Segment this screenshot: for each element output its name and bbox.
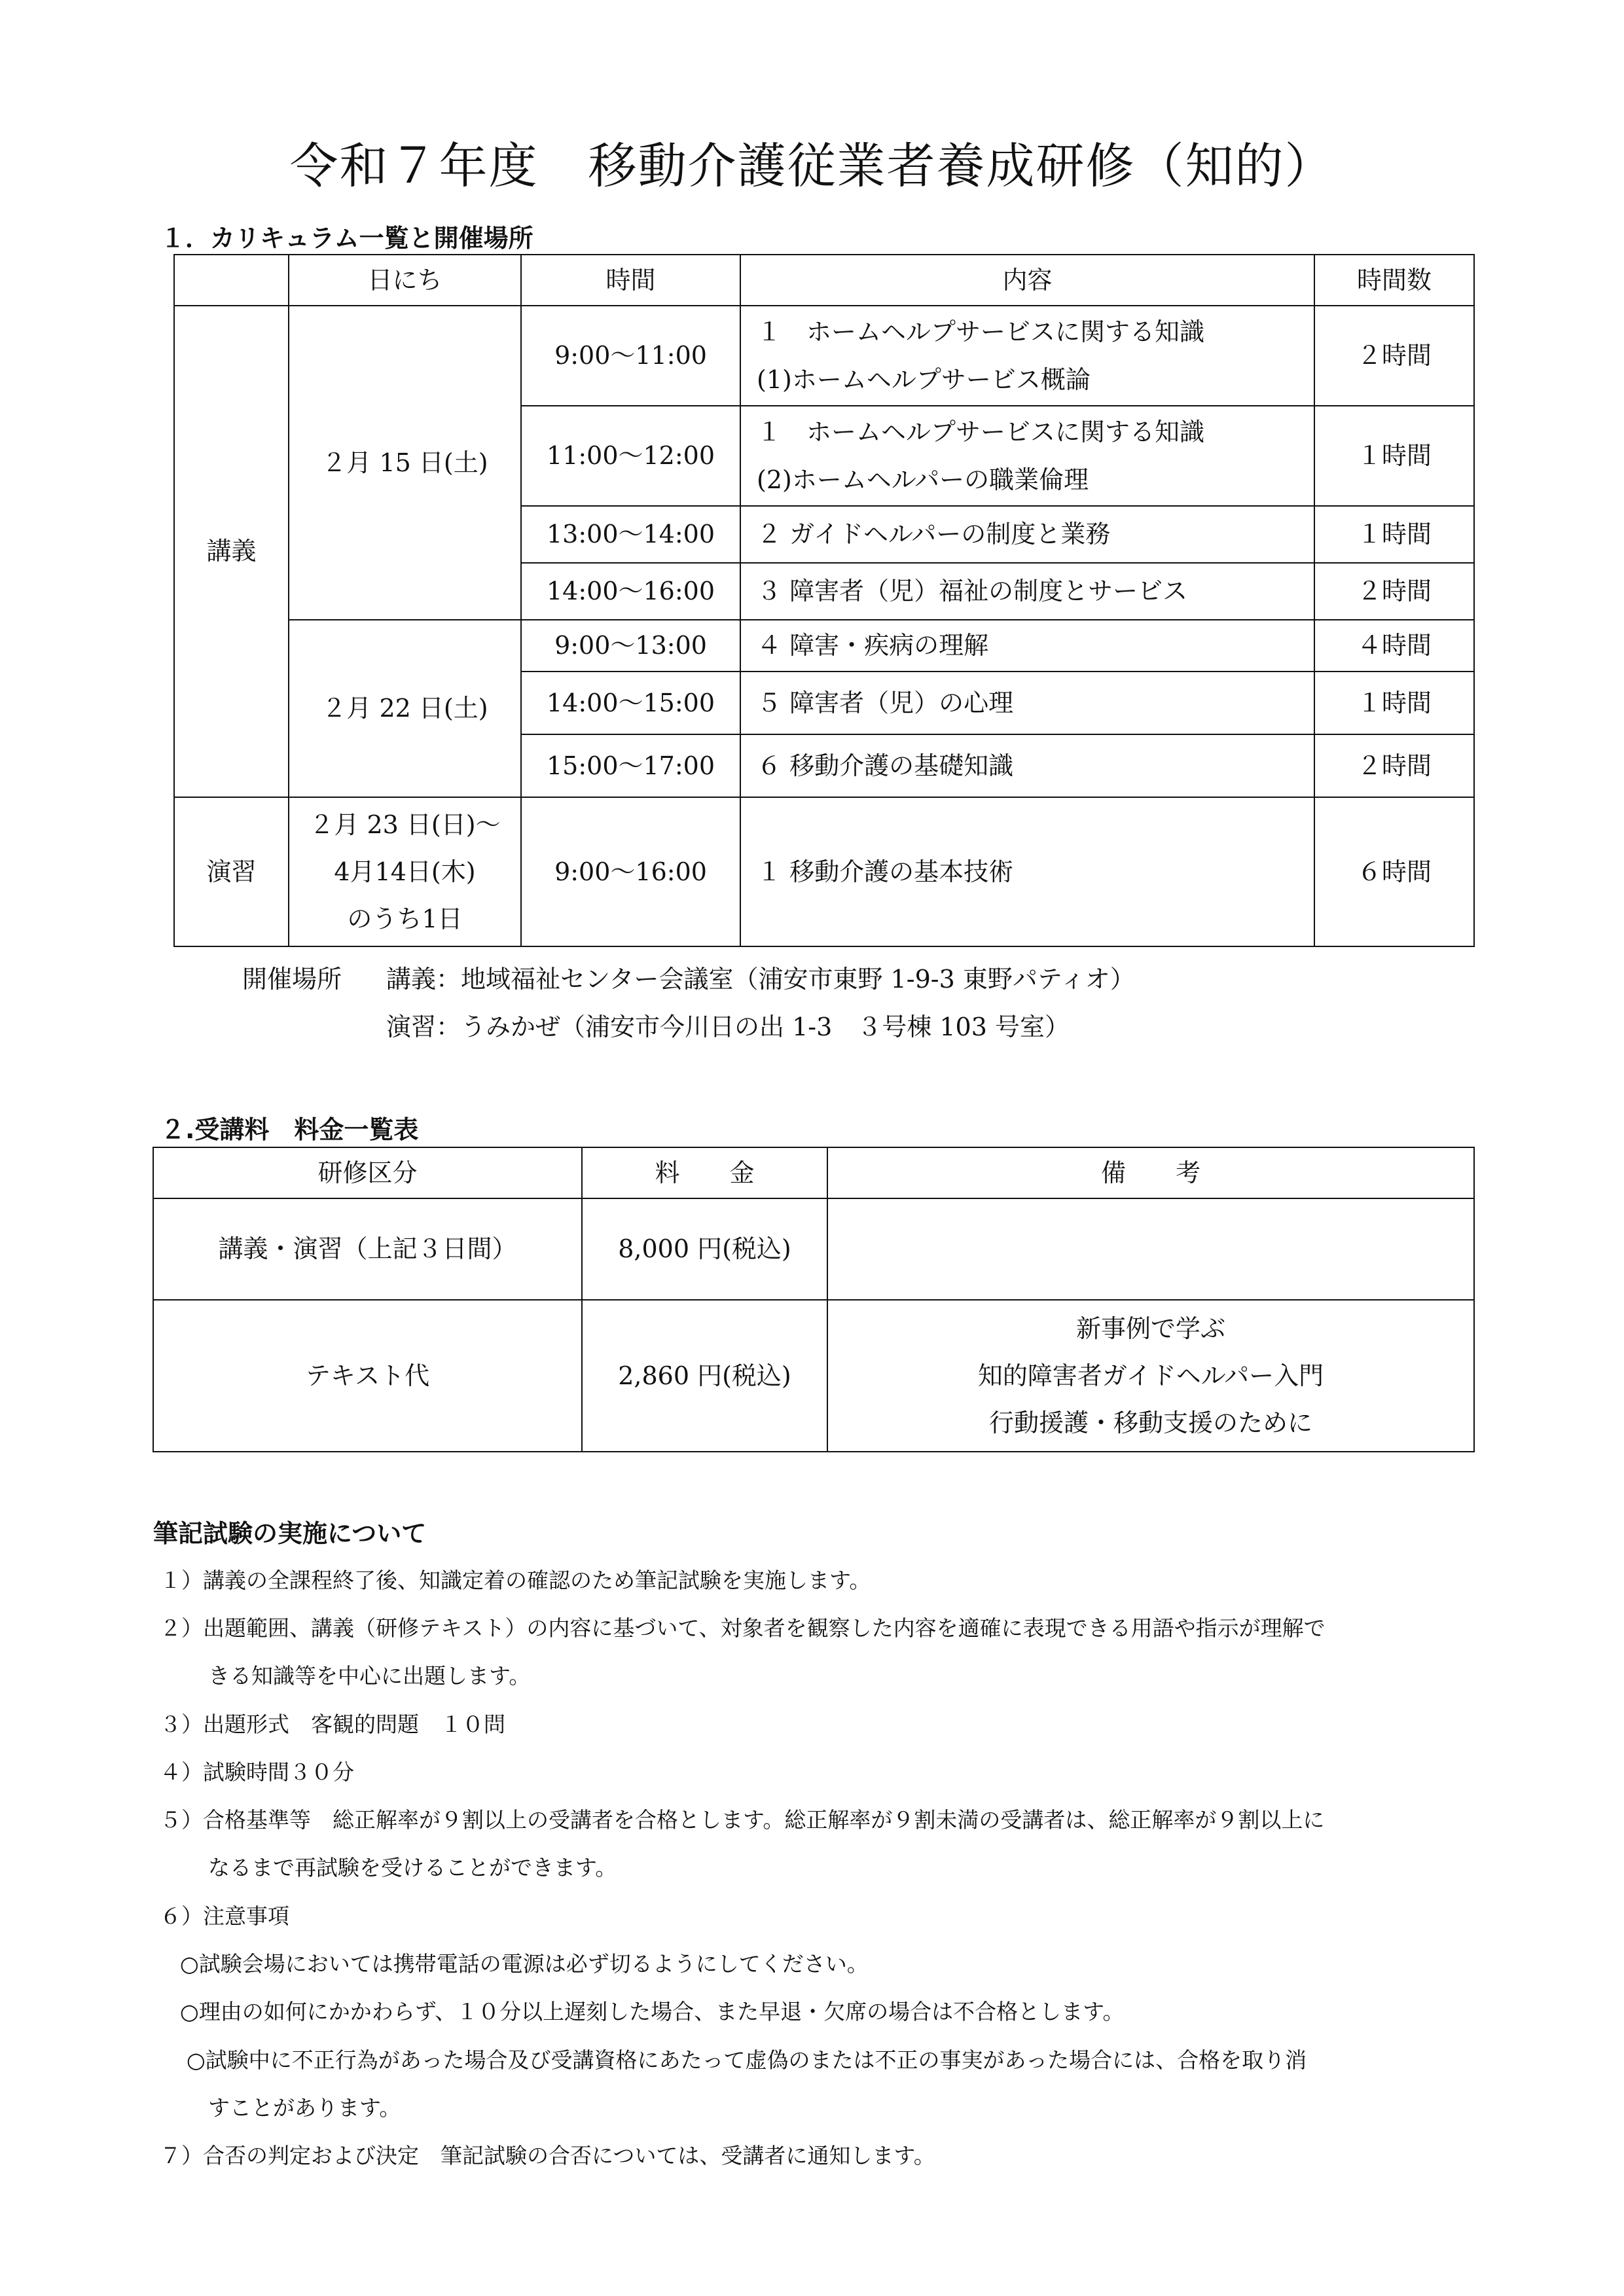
practice-date-line1: ２月 23 日(日)〜 — [309, 810, 501, 839]
venue-label: 開催場所 — [242, 965, 342, 994]
exam-note: ○試験会場においては携帯電話の電源は必ず切るようにしてください。 — [180, 1951, 869, 1977]
row-content-line1: １ ホームヘルプサービスに関する知識 — [757, 418, 1205, 447]
exam-note: ○理由の如何にかかわらず、１０分以上遅刻した場合、また早退・欠席の場合は不合格とします。 — [180, 1999, 1125, 2024]
fee-header-note: 備 考 — [827, 1147, 1474, 1198]
row-content: ５ 障害者（児）の心理 — [740, 672, 1314, 734]
lecture-label: 講義 — [174, 306, 289, 797]
practice-label: 演習 — [174, 797, 289, 946]
row-content-line1: １ ホームヘルプサービスに関する知識 — [757, 317, 1205, 347]
fee-note-line2: 知的障害者ガイドヘルパー入門 — [977, 1361, 1324, 1390]
exam-note: ○試験中に不正行為があった場合及び受講資格にあたって虚偽のまたは不正の事実があった場合には、合格を取り消 — [187, 2047, 1307, 2073]
practice-date-line2: 4月14日(木) — [334, 857, 476, 886]
fee-note-line3: 行動援護・移動支援のために — [988, 1408, 1312, 1438]
fee-header-item: 研修区分 — [153, 1147, 582, 1198]
fee-header-row — [153, 1147, 1474, 1198]
row-content-line2: (1)ホームヘルプサービス概論 — [757, 365, 1091, 394]
row-content — [740, 306, 1314, 406]
row-time: 13:00〜14:00 — [521, 506, 740, 563]
row-content: ２ ガイドヘルパーの制度と業務 — [740, 506, 1314, 563]
venue-lecture: 講義：地域福祉センター会議室（浦安市東野 1-9-3 東野パティオ） — [386, 965, 1135, 994]
lecture-day2: ２月 22 日(土) — [289, 620, 521, 797]
exam-item: ５）合格基準等 総正解率が９割以上の受講者を合格とします。総正解率が９割未満の受講者は、総正解率が９割以上に — [160, 1807, 1325, 1833]
exam-item: １）講義の全課程終了後、知識定着の確認のため筆記試験を実施します。 — [160, 1568, 871, 1593]
fee-header-price: 料 金 — [582, 1147, 827, 1198]
lecture-day1: ２月 15 日(土) — [289, 306, 521, 620]
row-content: ４ 障害・疾病の理解 — [740, 620, 1314, 672]
header-blank — [174, 255, 289, 306]
row-hours: １時間 — [1314, 506, 1474, 563]
table-row — [153, 1198, 1474, 1300]
exam-item-cont: すことがあります。 — [208, 2095, 401, 2121]
section1-heading: １．カリキュラム一覧と開催場所 — [160, 224, 533, 253]
header-time: 時間 — [521, 255, 740, 306]
row-hours: ２時間 — [1314, 563, 1474, 620]
row-content — [740, 406, 1314, 506]
practice-row — [174, 797, 1474, 946]
row-time: 14:00〜16:00 — [521, 563, 740, 620]
fee-table — [153, 1147, 1475, 1452]
row-hours: ２時間 — [1314, 306, 1474, 406]
curriculum-table — [173, 254, 1475, 947]
exam-item: ２）出題範囲、講義（研修テキスト）の内容に基づいて、対象者を観察した内容を適確に表現できる用語や指示が理解で — [160, 1615, 1326, 1641]
exam-item: ４）試験時間３０分 — [160, 1759, 354, 1785]
fee-item: 講義・演習（上記３日間） — [153, 1198, 582, 1300]
venue-practice: 演習：うみかぜ（浦安市今川日の出 1-3 ３号棟 103 号室） — [386, 1013, 1070, 1041]
fee-price: 8,000 円(税込) — [582, 1198, 827, 1300]
section2-heading: ２.受講料 料金一覧表 — [160, 1115, 419, 1144]
fee-item: テキスト代 — [153, 1300, 582, 1452]
exam-item: ６）注意事項 — [160, 1903, 289, 1929]
exam-item-cont: きる知識等を中心に出題します。 — [208, 1663, 531, 1689]
row-hours: ２時間 — [1314, 734, 1474, 797]
exam-item: ３）出題形式 客観的問題 １０問 — [160, 1712, 505, 1737]
fee-note-line1: 新事例で学ぶ — [1075, 1314, 1225, 1343]
page-title: 令和７年度 移動介護従業者養成研修（知的） — [289, 138, 1335, 194]
exam-item-cont: なるまで再試験を受けることができます。 — [208, 1855, 617, 1880]
header-hours: 時間数 — [1314, 255, 1474, 306]
table-row — [174, 306, 1474, 406]
table-row — [153, 1300, 1474, 1452]
practice-time: 9:00〜16:00 — [521, 797, 740, 946]
practice-content: １ 移動介護の基本技術 — [740, 797, 1314, 946]
fee-price: 2,860 円(税込) — [582, 1300, 827, 1452]
row-time: 9:00〜11:00 — [521, 306, 740, 406]
row-time: 9:00〜13:00 — [521, 620, 740, 672]
practice-hours: ６時間 — [1314, 797, 1474, 946]
practice-date — [289, 797, 521, 946]
header-content: 内容 — [740, 255, 1314, 306]
row-content-line2: (2)ホームヘルパーの職業倫理 — [757, 465, 1089, 494]
row-time: 11:00〜12:00 — [521, 406, 740, 506]
exam-heading: 筆記試験の実施について — [153, 1519, 427, 1548]
row-content: ６ 移動介護の基礎知識 — [740, 734, 1314, 797]
exam-item: ７）合否の判定および決定 筆記試験の合否については、受講者に通知します。 — [160, 2143, 935, 2168]
row-content: ３ 障害者（児）福祉の制度とサービス — [740, 563, 1314, 620]
curriculum-header-row — [174, 255, 1474, 306]
header-date: 日にち — [289, 255, 521, 306]
row-hours: １時間 — [1314, 406, 1474, 506]
row-hours: １時間 — [1314, 672, 1474, 734]
row-hours: ４時間 — [1314, 620, 1474, 672]
row-time: 14:00〜15:00 — [521, 672, 740, 734]
fee-note — [827, 1198, 1474, 1300]
fee-note — [827, 1300, 1474, 1452]
table-row — [174, 620, 1474, 672]
practice-date-line3: のうち1日 — [347, 905, 463, 934]
row-time: 15:00〜17:00 — [521, 734, 740, 797]
